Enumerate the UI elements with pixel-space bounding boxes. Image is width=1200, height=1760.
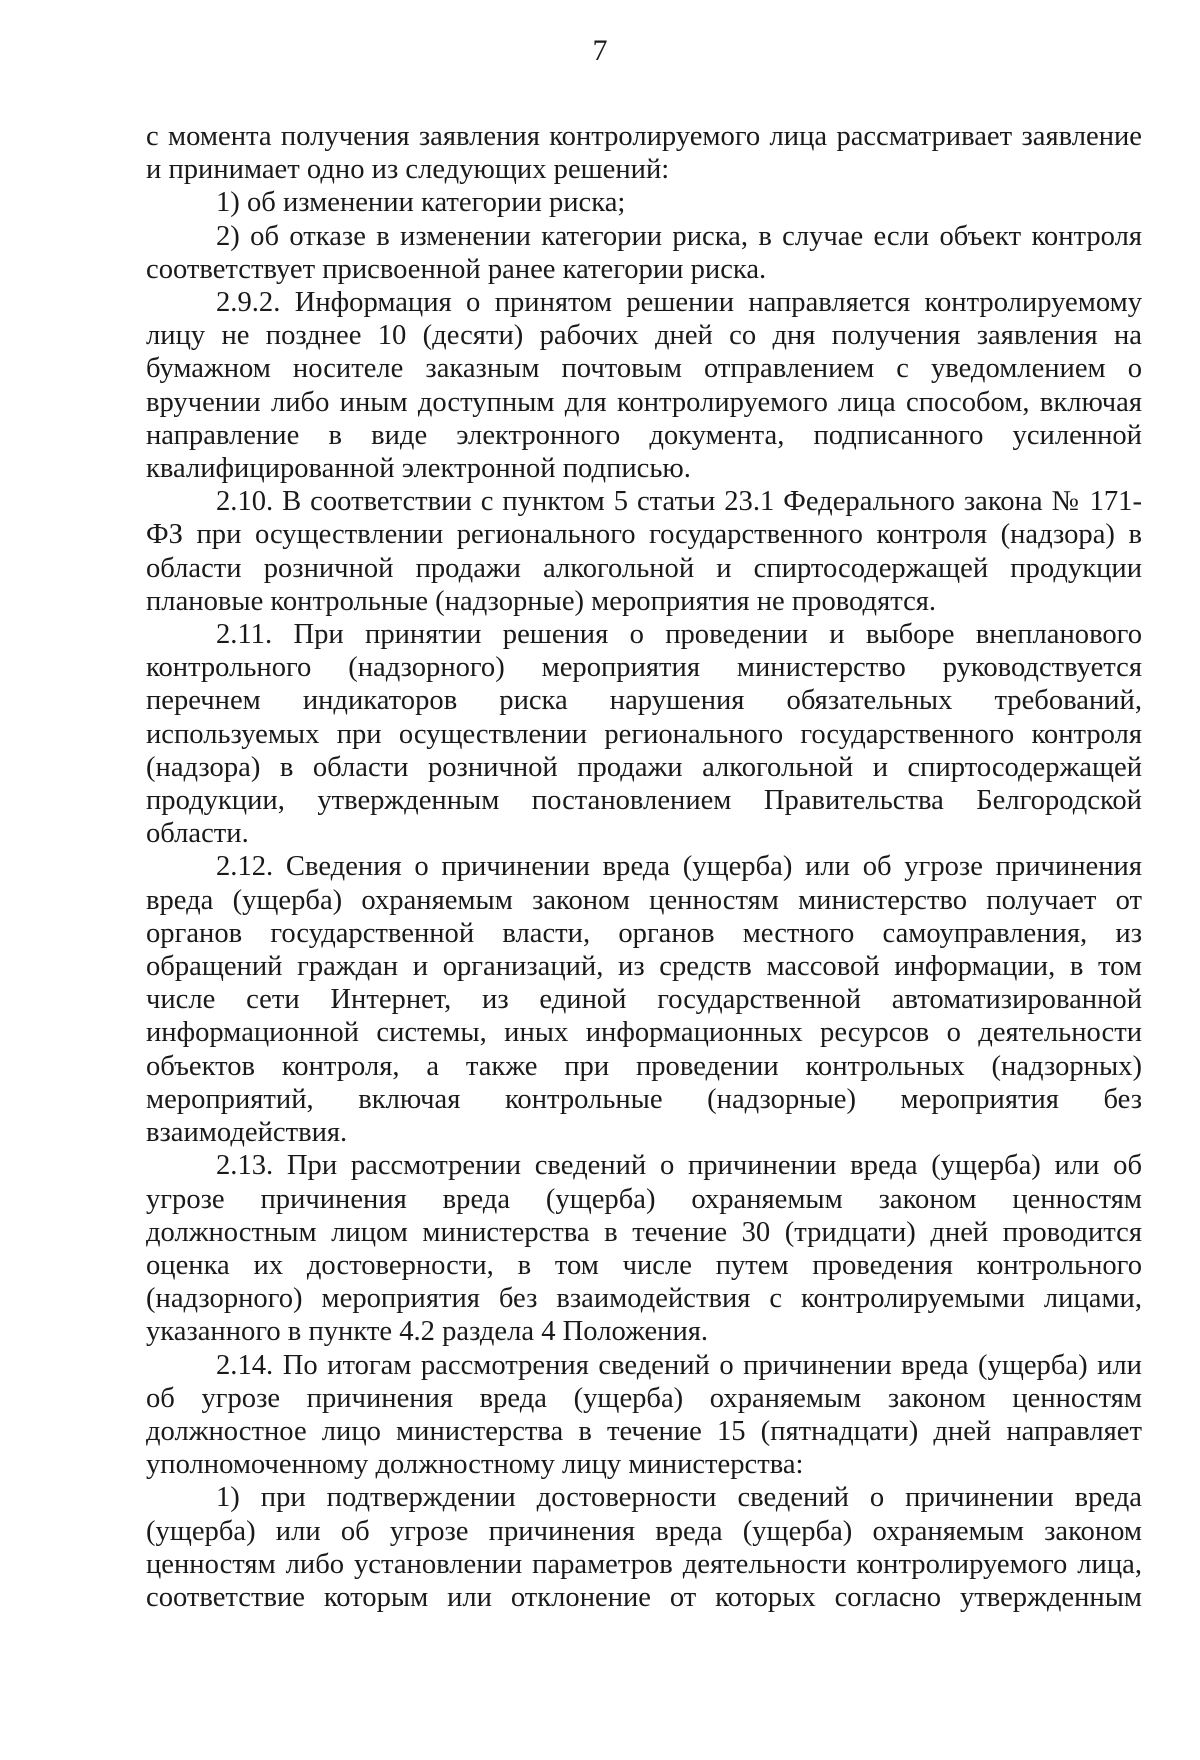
paragraph-2-12: 2.12. Сведения о причинении вреда (ущерба) или об угрозе причинения вреда (ущерба) охраняемым законом ценностям министерство получает от органов государственной власти, органов местного самоуправления, из обращений граждан и организаций, из средств массовой информации, в том числе сети Интернет, из единой государственной автоматизированной информационной системы, иных информационных ресурсов о деятельности объектов контроля, а также при проведении контрольных (надзорных) мероприятий, включая контрольные (надзорные) мероприятия без взаимодействия. xyxy=(146,851,1142,1149)
paragraph-2-9-2: 2.9.2. Информация о принятом решении направляется контролируемому лицу не позднее 10 (десяти) рабочих дней со дня получения заявления на бумажном носителе заказным почтовым отправлением с уведомлением о вручении либо иным доступным для контролируемого лица способом, включая направление в виде электронного документа, подписанного усиленной квалифицированной электронной подписью. xyxy=(146,287,1142,485)
paragraph-2-14: 2.14. По итогам рассмотрения сведений о причинении вреда (ущерба) или об угрозе причинения вреда (ущерба) охраняемым законом ценностям должностное лицо министерства в течение 15 (пятнадцати) дней направляет уполномоченному должностному лицу министерства: xyxy=(146,1349,1142,1481)
list-item-change-category: 1) об изменении категории риска; xyxy=(216,187,626,219)
paragraph-continuation: с момента получения заявления контролируемого лица рассматривает заявление и принимает одно из следующих решений: xyxy=(146,121,1142,186)
paragraph-2-10: 2.10. В соответствии с пунктом 5 статьи 23.1 Федерального закона № 171-ФЗ при осуществлении регионального государственного контроля (надзора) в области розничной продажи алкогольной и спиртосодержащей продукции плановые контрольные (надзорные) мероприятия не проводятся. xyxy=(146,486,1142,617)
document-body xyxy=(146,120,1142,1614)
paragraph-2-11: 2.11. При принятии решения о проведении и выборе внепланового контрольного (надзорного) мероприятия министерство руководствуется перечнем индикаторов риска нарушения обязательных требований, используемых при осуществлении регионального государственного контроля (надзора) в области розничной продажи алкогольной и спиртосодержащей продукции, утвержденным постановлением Правительства Белгородской области. xyxy=(146,619,1142,850)
page-number: 7 xyxy=(592,34,608,67)
list-item-refuse-change: 2) об отказе в изменении категории риска, в случае если объект контроля соответствует присвоенной ранее категории риска. xyxy=(146,220,1142,285)
list-item-confirmation: 1) при подтверждении достоверности сведений о причинении вреда (ущерба) или об угрозе причинения вреда (ущерба) охраняемым законом ценностям либо установлении параметров деятельности контролируемого лица, соответствие которым или отклонение от которых согласно утвержденным xyxy=(146,1482,1142,1613)
paragraph-2-13: 2.13. При рассмотрении сведений о причинении вреда (ущерба) или об угрозе причинения вреда (ущерба) охраняемым законом ценностям должностным лицом министерства в течение 30 (тридцати) дней проводится оценка их достоверности, в том числе путем проведения контрольного (надзорного) мероприятия без взаимодействия с контролируемыми лицами, указанного в пункте 4.2 раздела 4 Положения. xyxy=(146,1150,1142,1348)
